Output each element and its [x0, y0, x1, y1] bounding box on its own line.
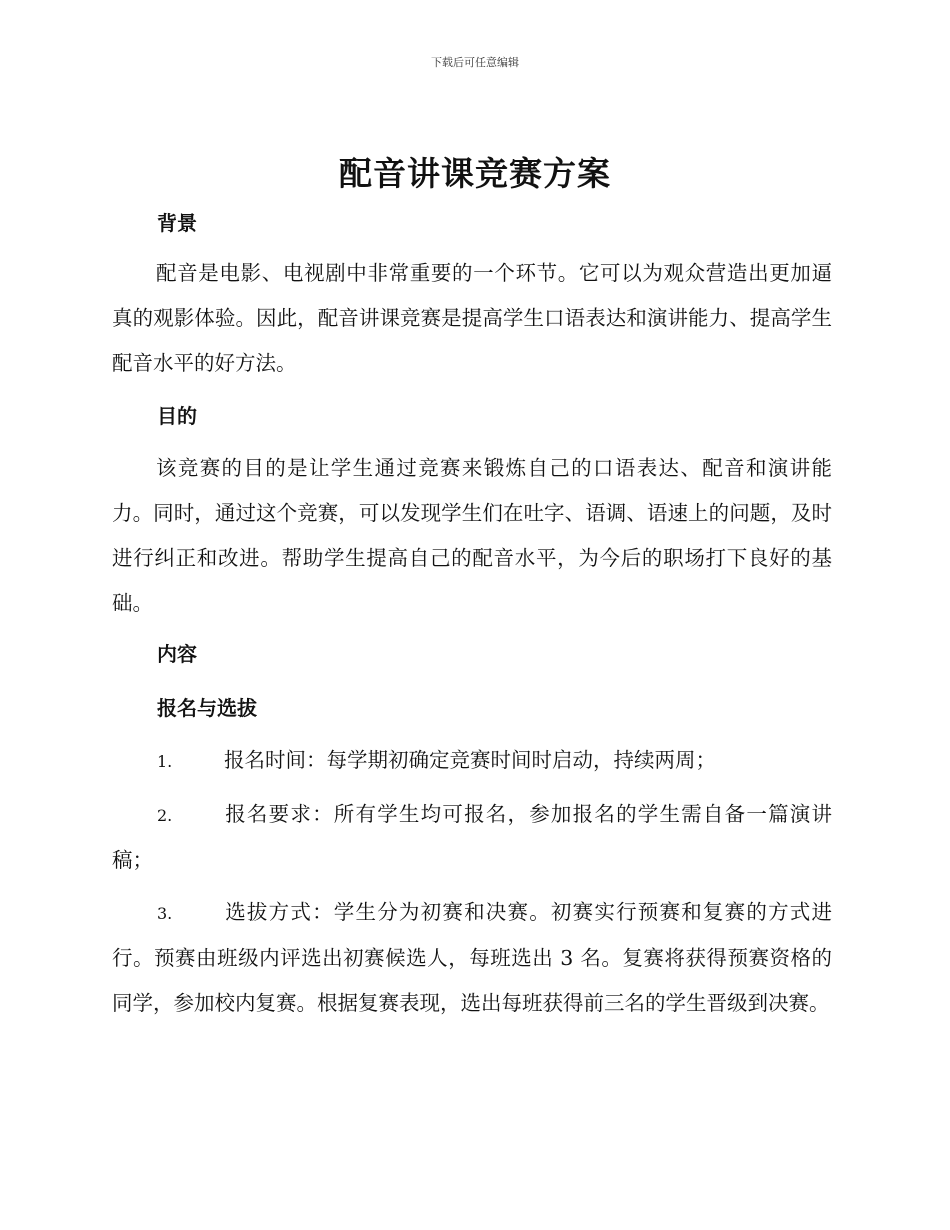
document-title: 配音讲课竞赛方案 — [339, 154, 611, 193]
list-item-number: 2. — [157, 806, 173, 825]
heading-content: 内容 — [157, 642, 197, 666]
list-item-text: 选拔方式：学生分为初赛和决赛。初赛实行预赛和复赛的方式进行。预赛由班级内评选出初赛候选人，每班选出 3 名。复赛将获得预赛资格的同学，参加校内复赛。根据复赛表现，选出每班获得前三名的学生晋级到决赛。 — [112, 900, 832, 1015]
list-item — [112, 738, 832, 784]
list-item — [112, 792, 832, 883]
list-item-number: 3. — [157, 904, 173, 923]
list-item-text: 报名要求：所有学生均可报名，参加报名的学生需自备一篇演讲稿； — [112, 802, 832, 872]
paragraph-purpose: 该竞赛的目的是让学生通过竞赛来锻炼自己的口语表达、配音和演讲能力。同时，通过这个竞赛，可以发现学生们在吐字、语调、语速上的问题，及时进行纠正和改进。帮助学生提高自己的配音水平，为今后的职场打下良好的基础。 — [112, 456, 832, 615]
list-item — [112, 890, 832, 1026]
heading-purpose: 目的 — [157, 404, 197, 428]
heading-background: 背景 — [157, 211, 197, 235]
list-item-number: 1. — [157, 752, 173, 771]
heading-registration: 报名与选拔 — [157, 696, 257, 720]
list-item-text: 报名时间：每学期初确定竞赛时间时启动，持续两周； — [224, 748, 716, 772]
header-note: 下载后可任意编辑 — [431, 56, 519, 69]
paragraph-background: 配音是电影、电视剧中非常重要的一个环节。它可以为观众营造出更加逼真的观影体验。因此，配音讲课竞赛是提高学生口语表达和演讲能力、提高学生配音水平的好方法。 — [112, 261, 832, 375]
